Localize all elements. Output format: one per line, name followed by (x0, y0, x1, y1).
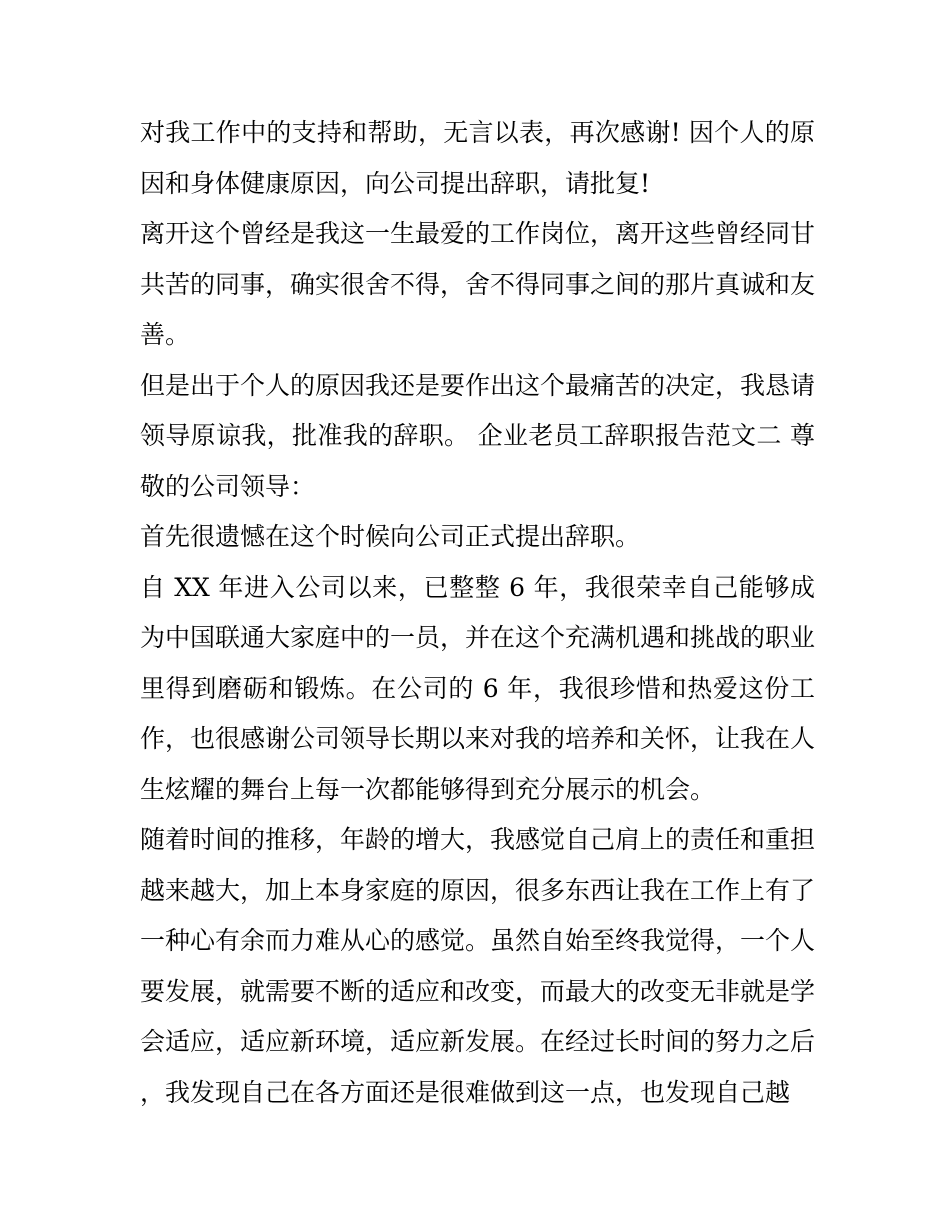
paragraph-years-at-company: 自 XX 年进入公司以来，已整整 6 年，我很荣幸自己能够成为中国联通大家庭中的一员，并在这个充满机遇和挑战的职业里得到磨砺和锻炼。在公司的 6 年，我很珍惜和热爱这份工作，也很感谢公司领导长期以来对我的培养和关怀，让我在人生炫耀的舞台上每一次都能够得到充分展示的机会。 (140, 572, 816, 804)
paragraph-regret: 首先很遗憾在这个时候向公司正式提出辞职。 (140, 522, 641, 551)
paragraph-leaving-position: 离开这个曾经是我这一生最爱的工作岗位，离开这些曾经同甘共苦的同事，确实很舍不得，舍不得同事之间的那片真诚和友善。 (140, 219, 816, 349)
paragraph-reasons: 随着时间的推移，年龄的增大，我感觉自己肩上的责任和重担越来越大，加上本身家庭的原因，很多东西让我在工作上有了一种心有余而力难从心的感觉。虽然自始至终我觉得，一个人要发展，就需要不断的适应和改变，而最大的改变无非就是学会适应，适应新环境，适应新发展。在经过长时间的努力之后，我发现自己在各方面还是很难做到这一点，也发现自己越 (140, 825, 816, 1107)
paragraph-thanks: 对我工作中的支持和帮助，无言以表，再次感谢! 因个人的原因和身体健康原因，向公司提出辞职，请批复! (140, 118, 815, 198)
paragraph-decision: 但是出于个人的原因我还是要作出这个最痛苦的决定，我恳请领导原谅我，批准我的辞职。 企业老员工辞职报告范文二 尊敬的公司领导： (140, 370, 816, 501)
document-body (140, 108, 815, 1118)
